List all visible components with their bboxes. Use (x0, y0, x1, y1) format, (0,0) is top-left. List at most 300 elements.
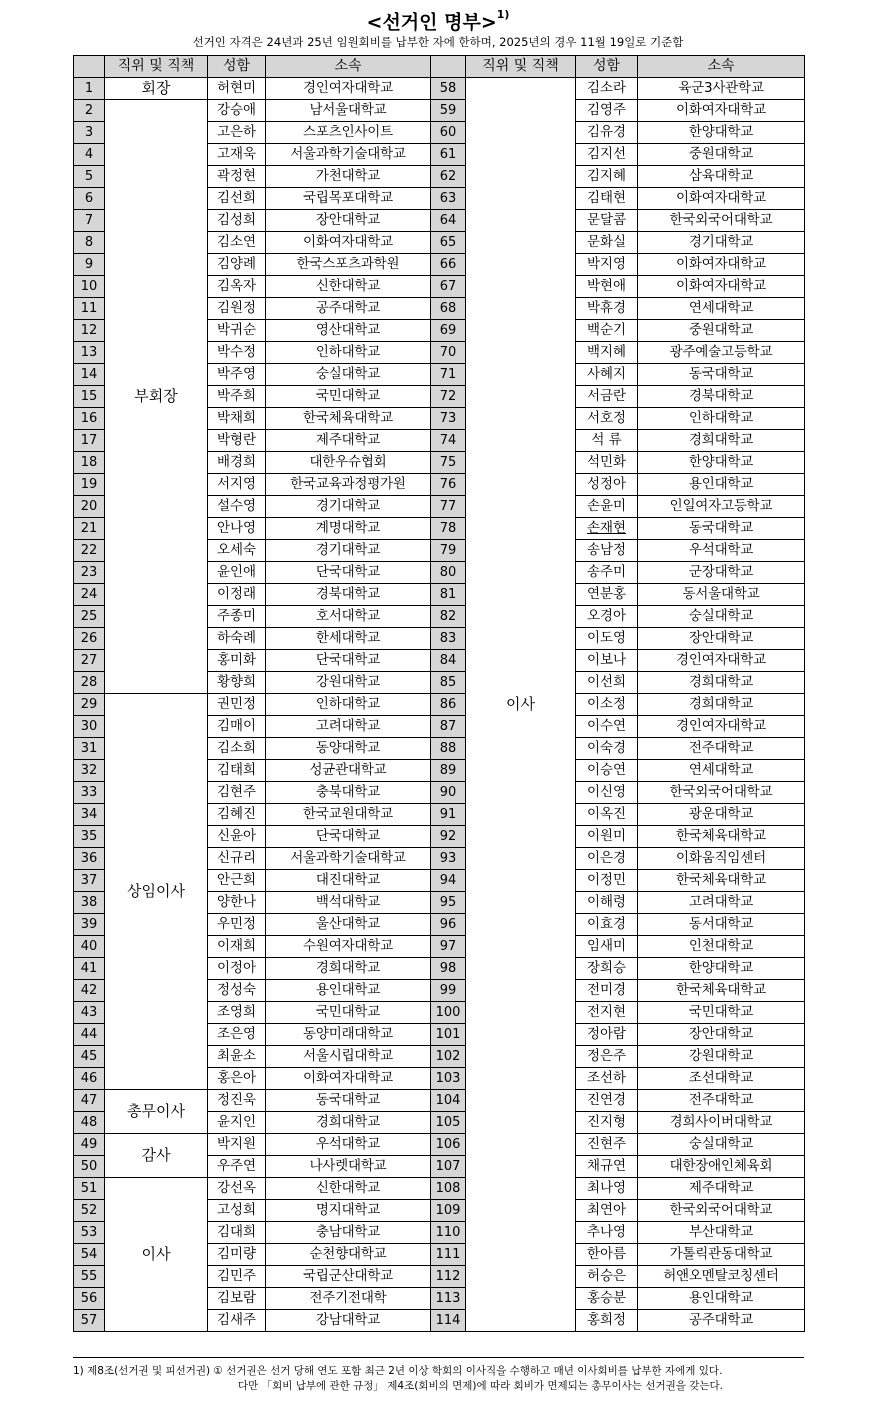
member-affiliation: 용인대학교 (638, 474, 805, 496)
member-affiliation: 제주대학교 (638, 1178, 805, 1200)
member-name: 홍미화 (208, 650, 266, 672)
row-number: 62 (431, 166, 466, 188)
row-number: 101 (431, 1024, 466, 1046)
row-number: 36 (74, 848, 105, 870)
member-affiliation: 경기대학교 (638, 232, 805, 254)
member-affiliation: 한국외국어대학교 (638, 210, 805, 232)
row-number: 90 (431, 782, 466, 804)
row-number: 22 (74, 540, 105, 562)
row-number: 61 (431, 144, 466, 166)
member-affiliation: 동서울대학교 (638, 584, 805, 606)
row-number: 67 (431, 276, 466, 298)
member-name: 연분홍 (576, 584, 638, 606)
member-name: 강승애 (208, 100, 266, 122)
member-name: 이정민 (576, 870, 638, 892)
member-affiliation: 이화여자대학교 (266, 1068, 431, 1090)
member-affiliation: 국민대학교 (266, 1002, 431, 1024)
member-affiliation: 동국대학교 (266, 1090, 431, 1112)
row-number: 15 (74, 386, 105, 408)
member-name: 김영주 (576, 100, 638, 122)
row-number: 94 (431, 870, 466, 892)
member-affiliation: 용인대학교 (638, 1288, 805, 1310)
member-affiliation: 대한장애인체육회 (638, 1156, 805, 1178)
row-number: 96 (431, 914, 466, 936)
member-affiliation: 백석대학교 (266, 892, 431, 914)
member-affiliation: 조선대학교 (638, 1068, 805, 1090)
member-name: 백순기 (576, 320, 638, 342)
member-affiliation: 서울시립대학교 (266, 1046, 431, 1068)
member-name: 김혜진 (208, 804, 266, 826)
row-number: 87 (431, 716, 466, 738)
row-number: 17 (74, 430, 105, 452)
title-footnote-mark: 1) (496, 8, 510, 21)
member-affiliation: 강원대학교 (266, 672, 431, 694)
row-number: 38 (74, 892, 105, 914)
member-affiliation: 한양대학교 (638, 452, 805, 474)
page-title: <선거인 명부>$^{1)}$ (366, 8, 510, 34)
member-name: 안근희 (208, 870, 266, 892)
member-name: 서금란 (576, 386, 638, 408)
row-number: 85 (431, 672, 466, 694)
position-cell: 부회장 (105, 100, 208, 694)
row-number: 34 (74, 804, 105, 826)
row-number: 10 (74, 276, 105, 298)
position-cell: 이사 (466, 78, 576, 1332)
row-number: 50 (74, 1156, 105, 1178)
header-name: 성함 (208, 56, 266, 78)
member-name: 김민주 (208, 1266, 266, 1288)
member-affiliation: 한양대학교 (638, 958, 805, 980)
row-number: 2 (74, 100, 105, 122)
table-row (74, 694, 805, 716)
page-subtitle: 선거인 자격은 24년과 25년 임원회비를 납부한 자에 한하며, 2025년의 경우 11월 19일로 기준함 (192, 35, 684, 49)
row-number: 54 (74, 1244, 105, 1266)
row-number: 11 (74, 298, 105, 320)
member-name: 고은하 (208, 122, 266, 144)
row-number: 47 (74, 1090, 105, 1112)
member-affiliation: 용인대학교 (266, 980, 431, 1002)
member-name: 정은주 (576, 1046, 638, 1068)
header-affiliation-right: 소속 (638, 56, 805, 78)
member-name: 하숙례 (208, 628, 266, 650)
member-affiliation: 단국대학교 (266, 650, 431, 672)
row-number: 84 (431, 650, 466, 672)
member-affiliation: 한국교원대학교 (266, 804, 431, 826)
header-position: 직위 및 직책 (105, 56, 208, 78)
member-affiliation: 중원대학교 (638, 320, 805, 342)
member-name: 송남정 (576, 540, 638, 562)
member-name: 이신영 (576, 782, 638, 804)
member-affiliation: 고려대학교 (638, 892, 805, 914)
member-name: 이해령 (576, 892, 638, 914)
member-affiliation: 국민대학교 (638, 1002, 805, 1024)
member-name: 이수연 (576, 716, 638, 738)
member-affiliation: 연세대학교 (638, 298, 805, 320)
member-name: 추나영 (576, 1222, 638, 1244)
member-name: 김태희 (208, 760, 266, 782)
member-name: 문달콤 (576, 210, 638, 232)
member-affiliation: 전주기전대학 (266, 1288, 431, 1310)
member-affiliation: 인하대학교 (266, 694, 431, 716)
member-affiliation: 신한대학교 (266, 1178, 431, 1200)
member-name: 우민정 (208, 914, 266, 936)
position-cell: 상임이사 (105, 694, 208, 1090)
row-number: 18 (74, 452, 105, 474)
row-number: 68 (431, 298, 466, 320)
member-affiliation: 스포츠인사이트 (266, 122, 431, 144)
member-name: 김소연 (208, 232, 266, 254)
row-number: 44 (74, 1024, 105, 1046)
member-affiliation: 경인여자대학교 (638, 650, 805, 672)
row-number: 108 (431, 1178, 466, 1200)
member-name: 박채희 (208, 408, 266, 430)
member-name: 진연경 (576, 1090, 638, 1112)
member-affiliation: 충북대학교 (266, 782, 431, 804)
member-name: 고재욱 (208, 144, 266, 166)
member-name: 정아람 (576, 1024, 638, 1046)
member-name: 양한나 (208, 892, 266, 914)
member-name: 조영희 (208, 1002, 266, 1024)
member-affiliation: 이화움직임센터 (638, 848, 805, 870)
member-affiliation: 남서울대학교 (266, 100, 431, 122)
member-name: 이승연 (576, 760, 638, 782)
member-affiliation: 경희대학교 (638, 694, 805, 716)
row-number: 112 (431, 1266, 466, 1288)
header-number-right (431, 56, 466, 78)
member-name: 성정아 (576, 474, 638, 496)
member-name: 임새미 (576, 936, 638, 958)
member-affiliation: 우석대학교 (638, 540, 805, 562)
member-affiliation: 광주예술고등학교 (638, 342, 805, 364)
member-affiliation: 이화여자대학교 (266, 232, 431, 254)
member-name: 최나영 (576, 1178, 638, 1200)
member-affiliation: 영산대학교 (266, 320, 431, 342)
row-number: 57 (74, 1310, 105, 1332)
row-number: 55 (74, 1266, 105, 1288)
position-cell: 감사 (105, 1134, 208, 1178)
row-number: 49 (74, 1134, 105, 1156)
row-number: 106 (431, 1134, 466, 1156)
voter-roster-table (73, 55, 805, 1332)
member-name: 이효경 (576, 914, 638, 936)
member-affiliation: 경북대학교 (266, 584, 431, 606)
footnote-line-1: 1) 제8조(선거권 및 피선거권) ① 선거권은 선거 당해 연도 포함 최근 2년 이상 학회의 이사직을 수행하고 매년 이사회비를 납부한 자에게 있다. (73, 1365, 723, 1377)
row-number: 37 (74, 870, 105, 892)
member-affiliation: 우석대학교 (266, 1134, 431, 1156)
row-number: 27 (74, 650, 105, 672)
member-name: 홍희정 (576, 1310, 638, 1332)
row-number: 73 (431, 408, 466, 430)
member-affiliation: 숭실대학교 (638, 1134, 805, 1156)
row-number: 29 (74, 694, 105, 716)
row-number: 97 (431, 936, 466, 958)
row-number: 113 (431, 1288, 466, 1310)
member-name: 최윤소 (208, 1046, 266, 1068)
member-affiliation: 육군3사관학교 (638, 78, 805, 100)
member-affiliation: 군장대학교 (638, 562, 805, 584)
member-name: 이소정 (576, 694, 638, 716)
row-number: 110 (431, 1222, 466, 1244)
member-affiliation: 동국대학교 (638, 518, 805, 540)
row-number: 32 (74, 760, 105, 782)
row-number: 86 (431, 694, 466, 716)
member-name: 강선옥 (208, 1178, 266, 1200)
member-affiliation: 호서대학교 (266, 606, 431, 628)
row-number: 83 (431, 628, 466, 650)
row-number: 14 (74, 364, 105, 386)
row-number: 102 (431, 1046, 466, 1068)
row-number: 88 (431, 738, 466, 760)
row-number: 13 (74, 342, 105, 364)
member-affiliation: 공주대학교 (638, 1310, 805, 1332)
row-number: 79 (431, 540, 466, 562)
member-name: 이보나 (576, 650, 638, 672)
member-affiliation: 경기대학교 (266, 540, 431, 562)
member-affiliation: 장안대학교 (638, 628, 805, 650)
member-name: 석 류 (576, 430, 638, 452)
row-number: 43 (74, 1002, 105, 1024)
row-number: 48 (74, 1112, 105, 1134)
row-number: 46 (74, 1068, 105, 1090)
member-name: 이도영 (576, 628, 638, 650)
row-number: 41 (74, 958, 105, 980)
member-name: 송주미 (576, 562, 638, 584)
table-row (74, 78, 805, 100)
member-name: 박현애 (576, 276, 638, 298)
member-affiliation: 한국체육대학교 (638, 826, 805, 848)
member-name: 전미경 (576, 980, 638, 1002)
row-number: 70 (431, 342, 466, 364)
row-number: 42 (74, 980, 105, 1002)
row-number: 64 (431, 210, 466, 232)
row-number: 76 (431, 474, 466, 496)
member-affiliation: 고려대학교 (266, 716, 431, 738)
row-number: 6 (74, 188, 105, 210)
row-number: 35 (74, 826, 105, 848)
position-cell: 이사 (105, 1178, 208, 1332)
member-name: 허승은 (576, 1266, 638, 1288)
row-number: 100 (431, 1002, 466, 1024)
member-affiliation: 경희사이버대학교 (638, 1112, 805, 1134)
row-number: 9 (74, 254, 105, 276)
row-number: 4 (74, 144, 105, 166)
row-number: 66 (431, 254, 466, 276)
member-name: 황향희 (208, 672, 266, 694)
member-name: 서지영 (208, 474, 266, 496)
footnote-divider (73, 1357, 804, 1358)
member-name: 최연아 (576, 1200, 638, 1222)
member-name: 박수정 (208, 342, 266, 364)
member-affiliation: 연세대학교 (638, 760, 805, 782)
member-affiliation: 국립군산대학교 (266, 1266, 431, 1288)
member-name: 백지혜 (576, 342, 638, 364)
member-affiliation: 단국대학교 (266, 562, 431, 584)
table-row (74, 1178, 805, 1200)
row-number: 25 (74, 606, 105, 628)
row-number: 56 (74, 1288, 105, 1310)
member-name: 손윤미 (576, 496, 638, 518)
row-number: 23 (74, 562, 105, 584)
member-name: 오경아 (576, 606, 638, 628)
member-affiliation: 가천대학교 (266, 166, 431, 188)
member-name: 김매이 (208, 716, 266, 738)
header-number (74, 56, 105, 78)
row-number: 69 (431, 320, 466, 342)
member-name: 이원미 (576, 826, 638, 848)
member-name: 김유경 (576, 122, 638, 144)
member-name: 진현주 (576, 1134, 638, 1156)
member-affiliation: 경기대학교 (266, 496, 431, 518)
member-affiliation: 중원대학교 (638, 144, 805, 166)
member-name: 김새주 (208, 1310, 266, 1332)
header-position-right: 직위 및 직책 (466, 56, 576, 78)
row-number: 1 (74, 78, 105, 100)
member-affiliation: 대한우슈협회 (266, 452, 431, 474)
row-number: 19 (74, 474, 105, 496)
member-affiliation: 삼육대학교 (638, 166, 805, 188)
member-affiliation: 수원여자대학교 (266, 936, 431, 958)
member-name: 윤인애 (208, 562, 266, 584)
member-name: 김태현 (576, 188, 638, 210)
member-affiliation: 경희대학교 (266, 1112, 431, 1134)
member-name: 허현미 (208, 78, 266, 100)
row-number: 39 (74, 914, 105, 936)
row-number: 71 (431, 364, 466, 386)
member-affiliation: 한국체육대학교 (266, 408, 431, 430)
row-number: 111 (431, 1244, 466, 1266)
row-number: 82 (431, 606, 466, 628)
member-name: 신규리 (208, 848, 266, 870)
row-number: 31 (74, 738, 105, 760)
member-affiliation: 전주대학교 (638, 1090, 805, 1112)
row-number: 91 (431, 804, 466, 826)
member-name: 김보람 (208, 1288, 266, 1310)
row-number: 51 (74, 1178, 105, 1200)
member-name: 한아름 (576, 1244, 638, 1266)
row-number: 109 (431, 1200, 466, 1222)
row-number: 52 (74, 1200, 105, 1222)
row-number: 5 (74, 166, 105, 188)
row-number: 7 (74, 210, 105, 232)
member-name: 곽정현 (208, 166, 266, 188)
member-affiliation: 울산대학교 (266, 914, 431, 936)
row-number: 60 (431, 122, 466, 144)
member-name: 주종미 (208, 606, 266, 628)
row-number: 78 (431, 518, 466, 540)
member-name: 김성희 (208, 210, 266, 232)
header-row (74, 56, 805, 78)
footnote-line-2: 다만 「회비 납부에 관한 규정」 제4조(회비의 면제)에 따라 회비가 면제되는 총무이사는 선거권을 갖는다. (238, 1380, 723, 1392)
member-affiliation: 동서대학교 (638, 914, 805, 936)
member-affiliation: 국립목포대학교 (266, 188, 431, 210)
member-affiliation: 인일여자고등학교 (638, 496, 805, 518)
member-name: 사혜지 (576, 364, 638, 386)
member-affiliation: 대진대학교 (266, 870, 431, 892)
row-number: 74 (431, 430, 466, 452)
member-affiliation: 동국대학교 (638, 364, 805, 386)
row-number: 80 (431, 562, 466, 584)
row-number: 59 (431, 100, 466, 122)
member-affiliation: 경희대학교 (638, 672, 805, 694)
row-number: 81 (431, 584, 466, 606)
member-affiliation: 한국체육대학교 (638, 980, 805, 1002)
member-name: 김대희 (208, 1222, 266, 1244)
row-number: 3 (74, 122, 105, 144)
row-number: 16 (74, 408, 105, 430)
member-name: 이정래 (208, 584, 266, 606)
member-affiliation: 부산대학교 (638, 1222, 805, 1244)
table-row (74, 100, 805, 122)
member-name: 이숙경 (576, 738, 638, 760)
member-name: 박주희 (208, 386, 266, 408)
row-number: 33 (74, 782, 105, 804)
member-affiliation: 동양미래대학교 (266, 1024, 431, 1046)
row-number: 75 (431, 452, 466, 474)
member-affiliation: 이화여자대학교 (638, 100, 805, 122)
member-name: 박주영 (208, 364, 266, 386)
row-number: 21 (74, 518, 105, 540)
member-affiliation: 숭실대학교 (638, 606, 805, 628)
member-affiliation: 경희대학교 (266, 958, 431, 980)
member-affiliation: 경희대학교 (638, 430, 805, 452)
member-name: 홍승분 (576, 1288, 638, 1310)
member-affiliation: 한국외국어대학교 (638, 782, 805, 804)
member-affiliation: 한국체육대학교 (638, 870, 805, 892)
member-name: 이정아 (208, 958, 266, 980)
table-row (74, 1090, 805, 1112)
row-number: 89 (431, 760, 466, 782)
row-number: 104 (431, 1090, 466, 1112)
member-name: 신윤아 (208, 826, 266, 848)
member-affiliation: 강남대학교 (266, 1310, 431, 1332)
member-name: 박지영 (576, 254, 638, 276)
member-affiliation: 공주대학교 (266, 298, 431, 320)
member-affiliation: 가톨릭관동대학교 (638, 1244, 805, 1266)
row-number: 99 (431, 980, 466, 1002)
member-name: 석민화 (576, 452, 638, 474)
member-name: 설수영 (208, 496, 266, 518)
member-affiliation: 단국대학교 (266, 826, 431, 848)
member-affiliation: 강원대학교 (638, 1046, 805, 1068)
header-affiliation: 소속 (266, 56, 431, 78)
member-name: 김소라 (576, 78, 638, 100)
member-affiliation: 인천대학교 (638, 936, 805, 958)
member-affiliation: 동양대학교 (266, 738, 431, 760)
row-number: 26 (74, 628, 105, 650)
row-number: 28 (74, 672, 105, 694)
member-affiliation: 한국스포츠과학원 (266, 254, 431, 276)
member-affiliation: 국민대학교 (266, 386, 431, 408)
member-affiliation: 광운대학교 (638, 804, 805, 826)
member-name: 김미량 (208, 1244, 266, 1266)
member-affiliation: 한세대학교 (266, 628, 431, 650)
row-number: 20 (74, 496, 105, 518)
member-affiliation: 충남대학교 (266, 1222, 431, 1244)
row-number: 30 (74, 716, 105, 738)
member-affiliation: 계명대학교 (266, 518, 431, 540)
member-name: 박지원 (208, 1134, 266, 1156)
member-affiliation: 인하대학교 (638, 408, 805, 430)
member-affiliation: 경인여자대학교 (638, 716, 805, 738)
row-number: 65 (431, 232, 466, 254)
member-name: 진지형 (576, 1112, 638, 1134)
member-affiliation: 전주대학교 (638, 738, 805, 760)
row-number: 63 (431, 188, 466, 210)
row-number: 103 (431, 1068, 466, 1090)
member-name: 김지선 (576, 144, 638, 166)
member-name: 김소희 (208, 738, 266, 760)
member-name: 오세숙 (208, 540, 266, 562)
